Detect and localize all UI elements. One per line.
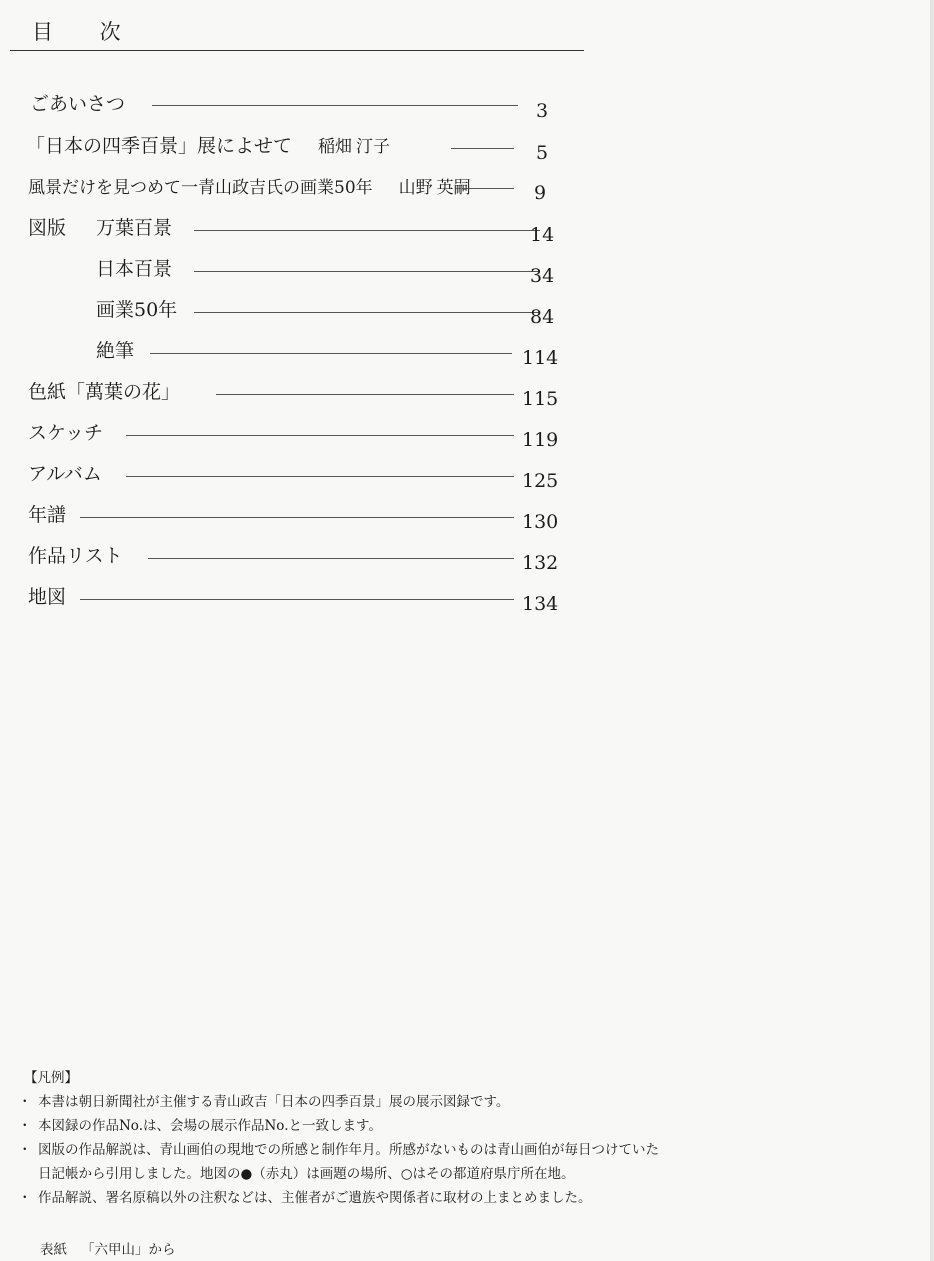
cover-caption: [40, 1238, 176, 1258]
author-surname: 稲畑: [318, 137, 353, 157]
usage-notes: [24, 1066, 824, 1210]
author-given-name: 英嗣: [436, 178, 471, 198]
leader-line: [152, 105, 518, 106]
toc-page-number: 9: [534, 182, 547, 204]
toc-entry-title-group: [28, 173, 471, 198]
toc-page-number: 115: [522, 388, 559, 410]
toc-entry-title: 風景だけを見つめて一青山政吉氏の画業50年: [28, 178, 373, 198]
toc-entry-title: 色紙「萬葉の花」: [28, 381, 181, 403]
toc-header: [10, 14, 584, 51]
author-given-name: 汀子: [356, 137, 391, 157]
toc-row: [96, 294, 560, 328]
leader-line: [80, 599, 514, 600]
toc-entry-title: 絶筆: [96, 340, 135, 362]
toc-entry-title: スケッチ: [28, 422, 104, 444]
leader-line: [194, 230, 540, 231]
toc-row: [28, 376, 560, 410]
leader-line: [451, 148, 514, 149]
toc-entry-title: 画業50年: [96, 299, 178, 321]
note-item: ・ 本図録の作品No.は、会場の展示作品No.と一致します。: [24, 1114, 824, 1138]
toc-page-number: 119: [522, 429, 559, 451]
leader-line: [216, 394, 514, 395]
toc-row: [30, 88, 560, 122]
toc-row: [26, 130, 560, 164]
toc-page-number: 3: [536, 100, 549, 122]
toc-row: [28, 170, 560, 204]
page-title: 目 次: [32, 20, 141, 44]
toc-row: [28, 581, 560, 615]
note-item-continuation: 日記帳から引用しました。地図の●（赤丸）は画題の場所、○はその都道府県庁所在地。: [38, 1166, 575, 1182]
toc-entry-title: 年譜: [28, 504, 67, 526]
cover-label: 表紙: [40, 1242, 67, 1258]
toc-entry-title: 地図: [28, 586, 67, 608]
page-edge: [930, 0, 934, 1261]
toc-entry-title: アルバム: [28, 463, 102, 485]
notes-heading: 【凡例】: [24, 1070, 78, 1086]
toc-entry-title-group: [26, 131, 390, 158]
toc-page-number: 34: [530, 265, 555, 287]
leader-line: [80, 517, 514, 518]
note-item: ・ 本書は朝日新聞社が主催する青山政吉「日本の四季百景」展の展示図録です。: [24, 1090, 824, 1114]
toc-page-number: 134: [522, 593, 559, 615]
toc-entry-title: 「日本の四季百景」展によせて: [26, 135, 293, 157]
toc-row: [28, 212, 560, 246]
leader-line: [194, 312, 540, 313]
toc-page-number: 14: [530, 224, 555, 246]
toc-entry-title: 日本百景: [96, 258, 173, 280]
toc-entry-title: 万葉百景: [96, 217, 173, 239]
leader-line: [126, 435, 514, 436]
toc-row: [28, 540, 560, 574]
toc-row: [28, 417, 560, 451]
author-surname: 山野: [398, 178, 433, 198]
note-item: ・ 作品解説、署名原稿以外の注釈などは、主催者がご遺族や関係者に取材の上まとめました。: [24, 1186, 824, 1210]
leader-line: [194, 271, 540, 272]
toc-row: [28, 499, 560, 533]
cover-title: 「六甲山」から: [81, 1242, 176, 1258]
toc-page-number: 5: [536, 142, 549, 164]
toc-row: [96, 253, 560, 287]
leader-line: [148, 558, 514, 559]
toc-entry-title: 作品リスト: [28, 545, 123, 567]
toc-page-number: 125: [522, 470, 559, 492]
toc-row: [96, 335, 560, 369]
toc-row: [28, 458, 560, 492]
toc-entry-title: ごあいさつ: [30, 93, 126, 115]
toc-page-number: 132: [522, 552, 559, 574]
leader-line: [462, 188, 514, 189]
leader-line: [150, 353, 512, 354]
leader-line: [126, 476, 514, 477]
toc-page-number: 130: [522, 511, 559, 533]
toc-page-number: 84: [530, 306, 555, 328]
toc-section-label: 図版: [28, 217, 67, 239]
note-item: ・ 図版の作品解説は、青山画伯の現地での所感と制作年月。所感がないものは青山画伯が毎日つけていた: [24, 1138, 824, 1162]
toc-page-number: 114: [522, 347, 559, 369]
